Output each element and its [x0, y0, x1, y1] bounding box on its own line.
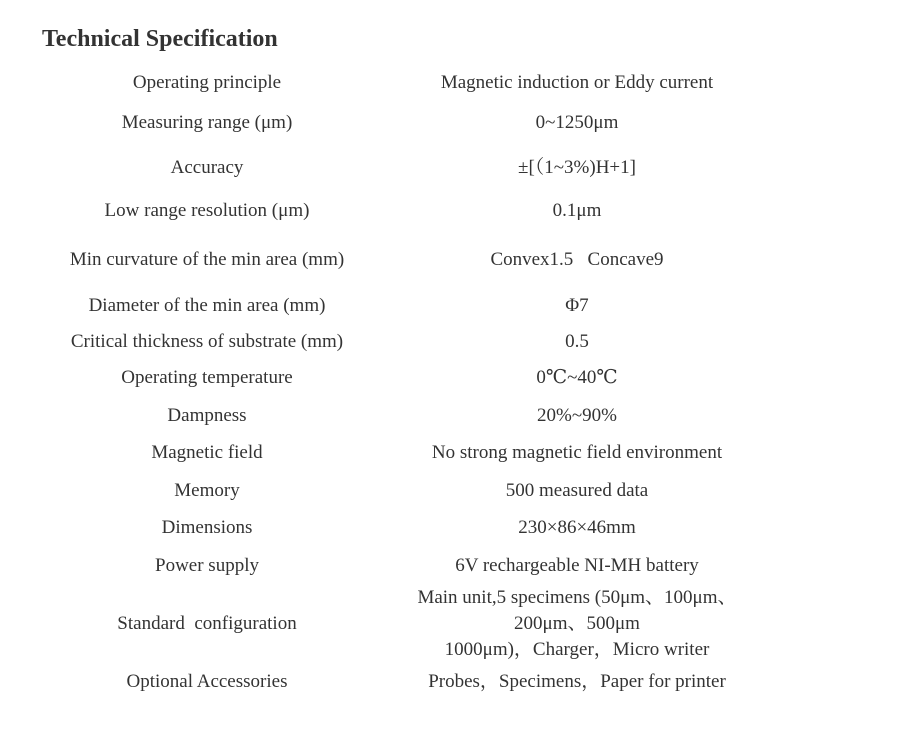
- spec-value: No strong magnetic field environment: [431, 442, 723, 463]
- spec-label: Optional Accessories: [126, 671, 288, 692]
- spec-value: Probes，Specimens，Paper for printer: [428, 671, 726, 692]
- spec-label: Min curvature of the min area (mm): [69, 249, 345, 270]
- spec-value: 0℃~40℃: [536, 367, 618, 388]
- spec-label: Accuracy: [170, 157, 244, 178]
- table-row: [42, 146, 782, 190]
- spec-value: Convex1.5 Concave9: [490, 249, 664, 270]
- table-row: [42, 472, 782, 509]
- spec-label: Critical thickness of substrate (mm): [70, 330, 344, 352]
- table-row: [42, 324, 782, 359]
- spec-value-line: Main unit,5 specimens (50μm、100μm、: [417, 587, 737, 608]
- table-row: [42, 100, 782, 146]
- table-row: [42, 584, 782, 664]
- table-row: [42, 509, 782, 547]
- spec-label: Low range resolution (μm): [104, 200, 310, 221]
- spec-label: Memory: [174, 479, 240, 501]
- table-row: [42, 288, 782, 324]
- spec-value-line: 1000μm)，Charger，Micro writer: [444, 639, 710, 660]
- spec-value: 20%~90%: [537, 404, 617, 426]
- spec-value: 0.1μm: [552, 200, 602, 221]
- table-row: [42, 190, 782, 232]
- spec-label: Standard configuration: [117, 613, 297, 634]
- spec-label: Dampness: [167, 404, 247, 426]
- spec-value: 0.5: [565, 330, 589, 352]
- table-row: [42, 232, 782, 288]
- spec-value: Magnetic induction or Eddy current: [440, 72, 714, 93]
- table-row: [42, 434, 782, 472]
- spec-value: 500 measured data: [505, 479, 649, 501]
- table-row: [42, 664, 782, 700]
- spec-label: Measuring range (μm): [121, 112, 293, 133]
- spec-table: [42, 66, 782, 700]
- table-row: [42, 547, 782, 584]
- spec-value-line: 200μm、500μm: [514, 613, 640, 634]
- table-row: [42, 66, 782, 100]
- table-row: [42, 359, 782, 397]
- spec-value: 230×86×46mm: [518, 517, 636, 538]
- spec-label: Diameter of the min area (mm): [88, 295, 326, 316]
- spec-label: Operating principle: [132, 72, 282, 93]
- spec-value: [372, 584, 782, 664]
- spec-value: 0~1250μm: [535, 112, 619, 133]
- spec-label: Dimensions: [161, 517, 253, 538]
- spec-value: 6V rechargeable NI-MH battery: [455, 554, 699, 576]
- page-title: Technical Specification: [42, 26, 278, 52]
- spec-label: Operating temperature: [121, 367, 293, 388]
- spec-value: Φ7: [565, 295, 589, 316]
- spec-label: Magnetic field: [151, 442, 263, 463]
- spec-label: Power supply: [155, 554, 259, 576]
- table-row: [42, 397, 782, 434]
- spec-value: ±[（1~3%)H+1]: [518, 157, 636, 178]
